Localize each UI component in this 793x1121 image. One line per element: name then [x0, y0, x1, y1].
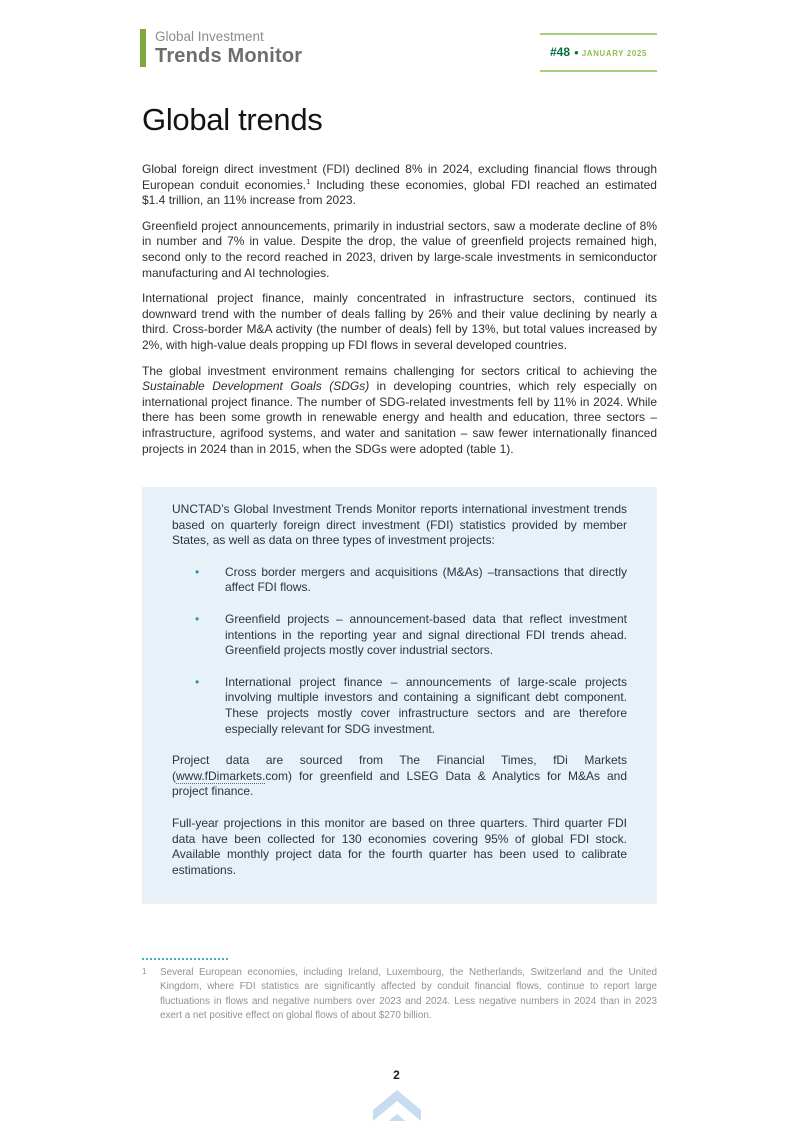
- info-box-projections: Full-year projections in this monitor are based on three quarters. Third quarter FDI data have been collected for 130 economies covering 95% of global FDI stock. Available monthly project data for the fourth quarter has been used to calibrate estimations.: [172, 816, 627, 877]
- info-box-sources: [172, 753, 627, 800]
- issue-dot-icon: ●: [574, 48, 579, 57]
- sdg-italic-text: Sustainable Development Goals (SDGs): [142, 379, 370, 394]
- main-content: [142, 103, 657, 904]
- bullet-dot-icon: •: [195, 564, 200, 579]
- brand-line2: Trends Monitor: [155, 45, 303, 67]
- paragraph-text: com) for greenfield and LSEG Data & Analytics for M&As and project finance.: [172, 768, 627, 799]
- methodology-info-box: [142, 487, 657, 904]
- footnote-block: [142, 958, 657, 1023]
- paragraph-global-fdi: [142, 162, 657, 209]
- paragraph-text: The global investment environment remains challenging for sectors critical to achieving the: [142, 363, 657, 378]
- paragraph-project-finance: International project finance, mainly concentrated in infrastructure sectors, continued its downward trend with the number of deals falling by 26% and their value declining by nearly a third. Cross-border M&A activity (the number of deals) fell by 13%, but total values increased by 2%, with high-value deals propping up FDI flows in several developed countries.: [142, 291, 657, 352]
- paragraph-text: Including these economies, global FDI reached an estimated $1.4 trillion, an 11% increase from 2023.: [142, 177, 657, 208]
- bullet-dot-icon: •: [195, 674, 200, 689]
- list-item: [172, 565, 627, 596]
- paragraph-greenfield: Greenfield project announcements, primarily in industrial sectors, saw a moderate decline of 8% in number and 7% in value. Despite the drop, the value of greenfield projects remained high, second only to the record reached in 2023, driven by large-scale investments in semiconductor manufacturing and AI technologies.: [142, 218, 657, 280]
- page-number: 2: [393, 1068, 400, 1082]
- footnote-text: Several European economies, including Ireland, Luxembourg, the Netherlands, Switzerland and the United Kingdom, where FDI statistics are significantly affected by conduit financial flows, continue to report large fluctuations in flows and negative numbers over 2023 and 2024. Less negative numbers in 2024 than in 2023 exert a net positive effect on global flows of about $270 billion.: [160, 967, 657, 1021]
- issue-number: #48: [549, 45, 570, 59]
- issue-date: JANUARY 2025: [581, 49, 648, 58]
- footnote-marker: 1: [142, 967, 147, 976]
- brand-accent-bar: [140, 29, 146, 67]
- list-item: [172, 675, 627, 737]
- bullet-text-project-finance: International project finance – announcements of large-scale projects involving multiple investors and containing a significant debt component. These projects mostly cover infrastructure sectors and are therefore especially relevant for SDG investment.: [225, 674, 627, 736]
- paragraph-sdg: [142, 364, 657, 458]
- info-box-bullet-list: [172, 565, 627, 737]
- footnote: [142, 966, 657, 1023]
- list-item: [172, 612, 627, 659]
- fdimarkets-link[interactable]: www.fDimarkets.: [176, 768, 266, 783]
- footnote-ref: 1: [306, 176, 311, 186]
- brand-text: [155, 29, 302, 67]
- brand-block: [140, 29, 302, 67]
- issue-badge: [540, 33, 657, 72]
- page-title: Global trends: [142, 102, 323, 137]
- paragraph-text: in developing countries, which rely especially on international project finance. The number of SDG-related investments fell by 11% in 2024. While there has been some growth in renewable energy and health and education, three sectors – infrastructure, agrifood systems, and water and sanitation – saw fewer internationally financed projects in 2024 than in 2015, when the SDGs were adopted (table 1).: [142, 379, 658, 456]
- bullet-dot-icon: •: [195, 612, 200, 627]
- bullet-text-greenfield: Greenfield projects – announcement-based data that reflect investment intentions in the reporting year and signal directional FDI trends ahead. Greenfield projects mostly cover industrial sectors.: [225, 612, 627, 658]
- bullet-text-mas: Cross border mergers and acquisitions (M&As) –transactions that directly affect FDI flows.: [225, 564, 627, 595]
- paragraph-text: Global foreign direct investment (FDI) declined 8% in 2024, excluding financial flows through European conduit economies.: [142, 162, 657, 192]
- brand-line1: Global Investment: [155, 29, 264, 44]
- paragraph-text: Project data are sourced from The Financial Times, fDi Markets (: [172, 753, 627, 783]
- footnote-separator-rule: [142, 958, 228, 960]
- info-box-intro: UNCTAD’s Global Investment Trends Monitor reports international investment trends based on quarterly foreign direct investment (FDI) statistics provided by member States, as well as data on three types of investment projects:: [172, 502, 627, 548]
- unctad-chevrons-logo-icon: [373, 1090, 421, 1121]
